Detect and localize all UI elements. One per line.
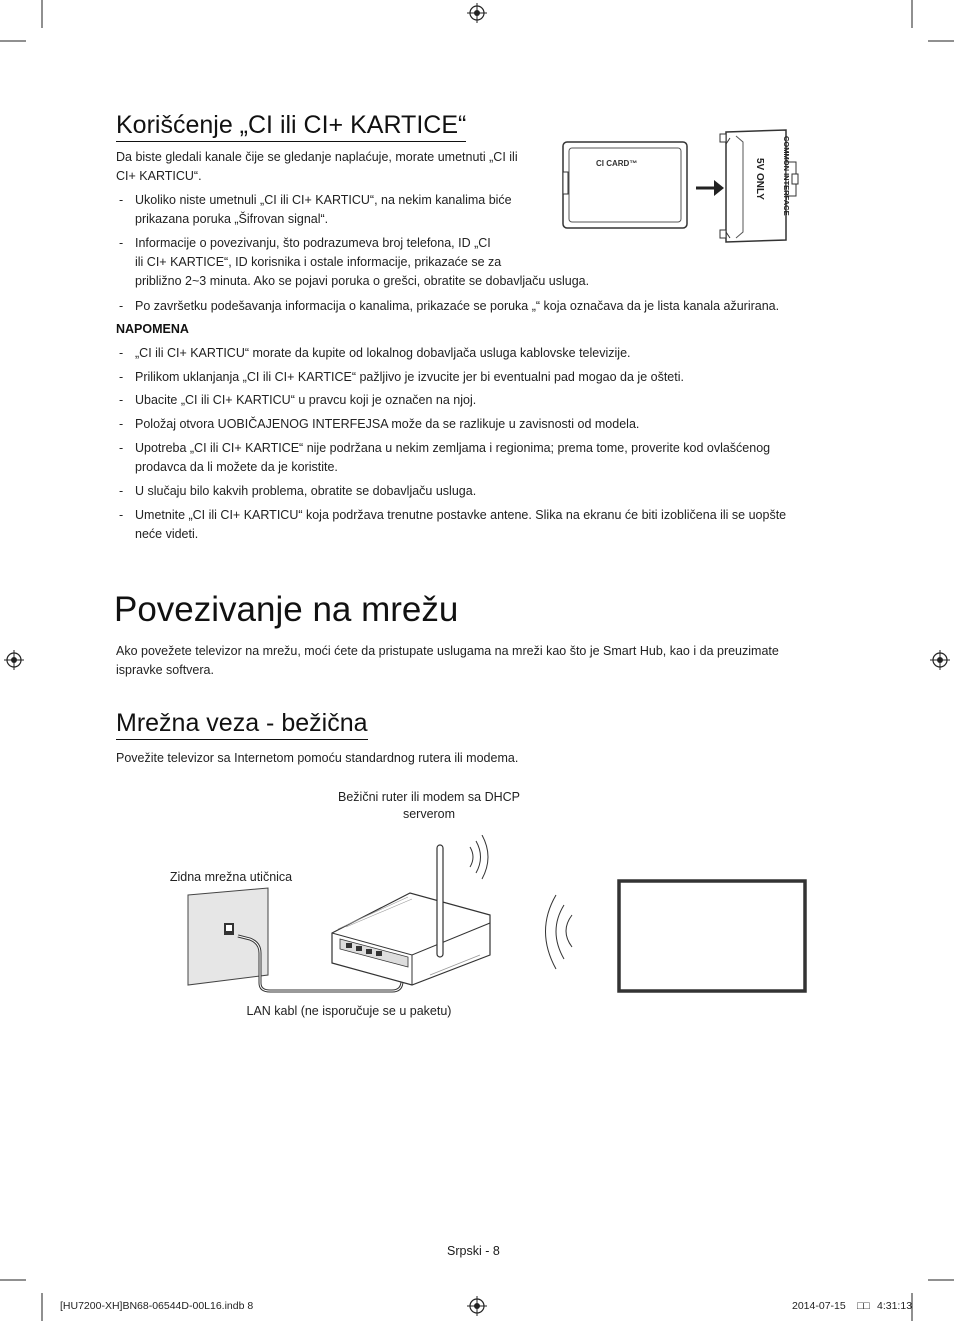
wifi-signal-icon — [470, 835, 488, 879]
common-interface-slot-icon — [720, 130, 798, 242]
router-caption-line: serverom — [402, 807, 456, 821]
intro-text: Povežite televizor sa Internetom pomoću standardnog rutera ili modema. — [116, 751, 519, 765]
intro-text: ispravke softvera. — [116, 663, 214, 677]
print-date: 2014-07-15 — [792, 1300, 846, 1312]
registration-mark-icon — [930, 650, 950, 670]
file-info: [HU7200-XH]BN68-06544D-00L16.indb 8 — [60, 1300, 254, 1312]
note-text: „CI ili CI+ KARTICU“ morate da kupite od lokalnog dobavljača usluga kablovske televizije. — [135, 346, 631, 360]
page-title: Povezivanje na mrežu — [114, 590, 459, 629]
registration-mark-icon — [467, 3, 487, 23]
intro-text: Da biste gledali kanale čije se gledanje naplaćuje, morate umetnuti „CI ili — [116, 150, 518, 164]
wall-socket-icon — [188, 888, 268, 985]
slot-voltage-label: 5V ONLY — [754, 158, 765, 200]
network-diagram — [180, 835, 840, 1005]
lan-cable-caption: LAN kabl (ne isporučuje se u paketu) — [246, 1004, 452, 1018]
note-text: Ubacite „CI ili CI+ KARTICU“ u pravcu koji je označen na njoj. — [135, 393, 477, 407]
note-text: Prilikom uklanjanja „CI ili CI+ KARTICE“ pažljivo je izvucite jer bi eventualni pad mogao da je ošteti. — [135, 370, 684, 384]
list-item-text: ili CI+ KARTICE“, ID korisnika i ostale informacije, prikazaće se za — [135, 255, 502, 269]
list-item-text: Ukoliko niste umetnuli „CI ili CI+ KARTICU“, na nekim kanalima biće — [135, 193, 512, 207]
slot-label: COMMON INTERFACE — [782, 136, 791, 216]
list-item-text: Po završetku podešavanja informacija o kanalima, prikazaće se poruka „“ koja označava da je lista kanala ažurirana. — [135, 299, 780, 313]
section-heading-ci-card: Korišćenje „CI ili CI+ KARTICE“ — [116, 110, 466, 142]
note-text: U slučaju bilo kakvih problema, obratite se dobavljaču usluga. — [135, 484, 477, 498]
note-text: neće videti. — [135, 527, 199, 541]
note-text: Umetnite „CI ili CI+ KARTICU“ koja podržava trenutne postavke antene. Slika na ekranu će biti izobličena ili se uopšte — [135, 508, 787, 522]
print-time: 4:31:13 — [877, 1300, 913, 1312]
tv-icon — [619, 881, 805, 991]
intro-text: Ako povežete televizor na mrežu, moći ćete da pristupate uslugama na mreži kao što je Smart Hub, kao i da preuzimate — [116, 644, 779, 658]
note-text: Položaj otvora UOBIČAJENOG INTERFEJSA može da se razlikuje u zavisnosti od modela. — [135, 417, 640, 431]
wifi-signal-icon — [546, 895, 573, 969]
note-text: Upotreba „CI ili CI+ KARTICE“ nije podržana u nekim zemljama i regionima; prema tome, proverite kod ovlašćenog — [135, 441, 771, 455]
wall-socket-caption: Zidna mrežna utičnica — [169, 870, 293, 884]
note-text: prodavca da li možete da je koristite. — [135, 460, 338, 474]
router-icon — [332, 845, 490, 985]
section-heading-wireless: Mrežna veza - bežična — [116, 708, 368, 740]
registration-mark-icon — [4, 650, 24, 670]
list-item-text: prikazana poruka „Šifrovan signal“. — [135, 212, 329, 226]
ci-card-icon — [563, 142, 687, 228]
note-title: NAPOMENA — [116, 322, 189, 336]
registration-mark-icon — [467, 1296, 487, 1316]
page-number: Srpski - 8 — [447, 1244, 500, 1258]
router-caption-line: Bežični ruter ili modem sa DHCP — [338, 790, 520, 804]
list-item-text: približno 2~3 minuta. Ako se pojavi poruka o grešci, obratite se dobavljaču usluga. — [135, 274, 590, 288]
arrow-right-icon — [696, 180, 724, 196]
intro-text: CI+ KARTICU“. — [116, 169, 202, 183]
list-item-text: Informacije o povezivanju, što podrazumeva broj telefona, ID „CI — [135, 236, 491, 250]
print-time-glyphs: □□ — [857, 1300, 870, 1312]
card-label: CI CARD™ — [596, 159, 638, 168]
ci-card-illustration — [558, 122, 848, 252]
router-caption — [318, 789, 540, 823]
